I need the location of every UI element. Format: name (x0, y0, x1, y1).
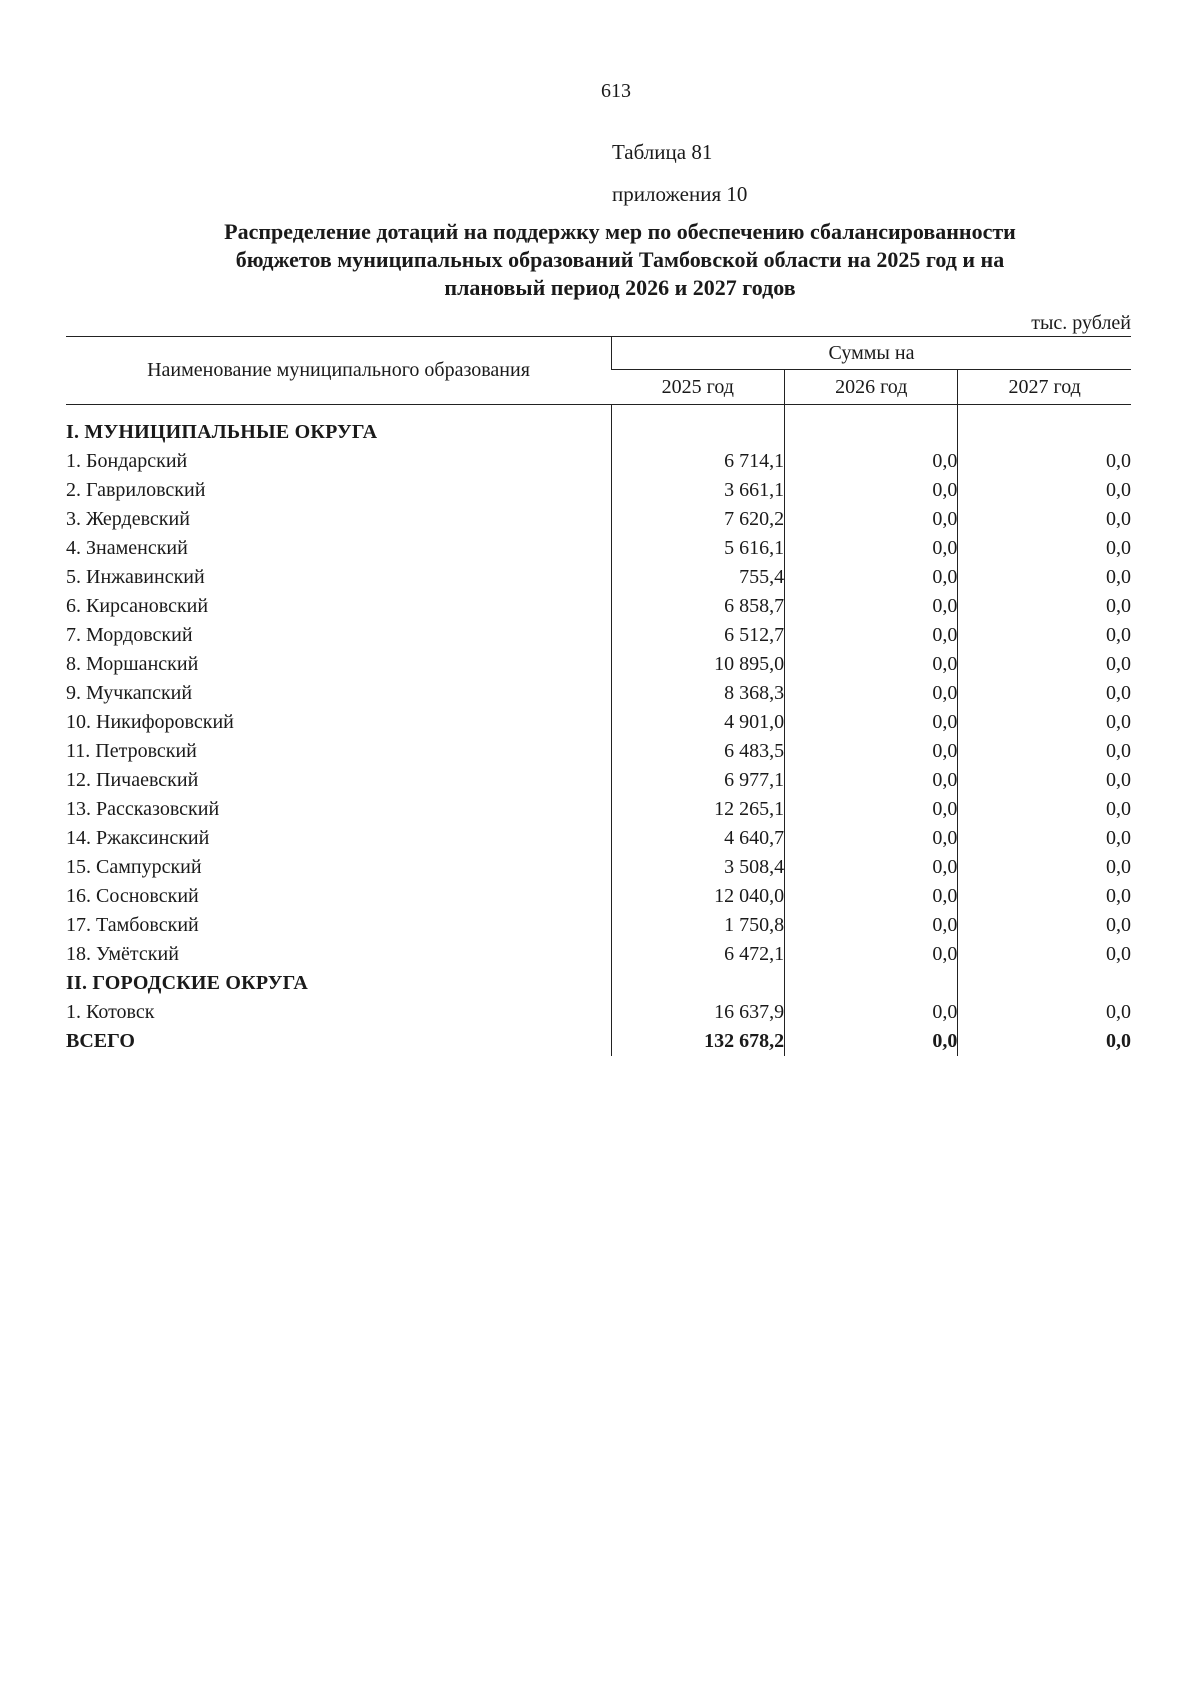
table-row (66, 824, 1131, 853)
value-2027-cell: 0,0 (958, 940, 1131, 969)
page-number: 613 (601, 80, 631, 102)
value-2026-cell: 0,0 (785, 505, 958, 534)
value-2025-cell: 12 040,0 (612, 882, 785, 911)
value-2027-cell: 0,0 (958, 447, 1131, 476)
value-2027-cell: 0,0 (958, 708, 1131, 737)
value-2025-cell: 16 637,9 (612, 998, 785, 1027)
table-row (66, 940, 1131, 969)
value-2025-cell (612, 418, 785, 447)
municipality-name-cell: 13. Рассказовский (66, 798, 220, 820)
value-2025-cell: 7 620,2 (612, 505, 785, 534)
table-row (66, 679, 1131, 708)
value-2026-cell: 0,0 (785, 621, 958, 650)
value-2027-cell: 0,0 (958, 650, 1131, 679)
header-row (66, 337, 1131, 370)
value-2026-cell: 0,0 (785, 476, 958, 505)
value-2026-cell: 0,0 (785, 592, 958, 621)
value-2025-cell: 6 714,1 (612, 447, 785, 476)
value-2026-cell: 0,0 (785, 795, 958, 824)
table-row (66, 737, 1131, 766)
column-group-header-sums: Суммы на (612, 337, 1132, 370)
spacer-cell (958, 405, 1131, 419)
value-2025-cell: 132 678,2 (612, 1027, 785, 1056)
table-row (66, 853, 1131, 882)
table-row (66, 911, 1131, 940)
table-row (66, 563, 1131, 592)
column-header-name: Наименование муниципального образования (66, 337, 612, 405)
value-2025-cell: 3 508,4 (612, 853, 785, 882)
value-2026-cell: 0,0 (785, 998, 958, 1027)
title-line: плановый период 2026 и 2027 годов (444, 275, 796, 300)
value-2027-cell: 0,0 (958, 766, 1131, 795)
table-body (66, 405, 1131, 1057)
value-2025-cell: 5 616,1 (612, 534, 785, 563)
value-2025-cell (612, 969, 785, 998)
municipality-name-cell: 15. Сампурский (66, 856, 202, 878)
value-2027-cell: 0,0 (958, 998, 1131, 1027)
value-2027-cell: 0,0 (958, 853, 1131, 882)
value-2026-cell (785, 969, 958, 998)
column-header-2025: 2025 год (612, 370, 785, 405)
value-2027-cell: 0,0 (958, 737, 1131, 766)
spacer-row (66, 405, 1131, 419)
section-row (66, 418, 1131, 447)
municipality-name-cell: 1. Бондарский (66, 450, 188, 472)
table-row (66, 795, 1131, 824)
value-2026-cell: 0,0 (785, 650, 958, 679)
value-2027-cell: 0,0 (958, 795, 1131, 824)
municipality-name-cell: 4. Знаменский (66, 537, 188, 559)
title-line: бюджетов муниципальных образований Тамбовской области на 2025 год и на (235, 247, 1005, 272)
total-row (66, 1027, 1131, 1056)
value-2027-cell: 0,0 (958, 824, 1131, 853)
value-2025-cell: 755,4 (612, 563, 785, 592)
table-row (66, 650, 1131, 679)
table-reference: Таблица 81 (612, 140, 713, 164)
value-2027-cell: 0,0 (958, 1027, 1131, 1056)
value-2026-cell: 0,0 (785, 737, 958, 766)
value-2026-cell (785, 418, 958, 447)
units-label: тыс. рублей (1031, 312, 1131, 334)
value-2025-cell: 6 858,7 (612, 592, 785, 621)
value-2026-cell: 0,0 (785, 1027, 958, 1056)
value-2027-cell: 0,0 (958, 476, 1131, 505)
spacer-cell (785, 405, 958, 419)
table-row (66, 998, 1131, 1027)
value-2027-cell (958, 969, 1131, 998)
value-2025-cell: 12 265,1 (612, 795, 785, 824)
value-2026-cell: 0,0 (785, 940, 958, 969)
value-2027-cell: 0,0 (958, 505, 1131, 534)
section-row (66, 969, 1131, 998)
value-2026-cell: 0,0 (785, 447, 958, 476)
municipality-name-cell: 12. Пичаевский (66, 769, 199, 791)
municipality-name-cell: 17. Тамбовский (66, 914, 199, 936)
municipality-name-cell: 2. Гавриловский (66, 479, 206, 501)
value-2026-cell: 0,0 (785, 766, 958, 795)
table-header (66, 337, 1131, 405)
value-2025-cell: 6 977,1 (612, 766, 785, 795)
municipality-name-cell: 6. Кирсановский (66, 595, 209, 617)
value-2026-cell: 0,0 (785, 708, 958, 737)
value-2025-cell: 1 750,8 (612, 911, 785, 940)
value-2027-cell: 0,0 (958, 563, 1131, 592)
municipality-name-cell: 14. Ржаксинский (66, 827, 210, 849)
table-row (66, 708, 1131, 737)
municipality-name-cell: 18. Умётский (66, 943, 179, 965)
value-2025-cell: 6 472,1 (612, 940, 785, 969)
value-2026-cell: 0,0 (785, 534, 958, 563)
document-title (140, 218, 1100, 302)
municipality-name-cell: 8. Моршанский (66, 653, 199, 675)
municipality-name-cell: 11. Петровский (66, 740, 197, 762)
value-2026-cell: 0,0 (785, 911, 958, 940)
table-row (66, 592, 1131, 621)
municipality-name-cell: 3. Жердевский (66, 508, 190, 530)
table-row (66, 766, 1131, 795)
value-2025-cell: 10 895,0 (612, 650, 785, 679)
municipality-name-cell: 10. Никифоровский (66, 711, 234, 733)
value-2027-cell: 0,0 (958, 621, 1131, 650)
title-line: Распределение дотаций на поддержку мер по обеспечению сбалансированности (224, 219, 1016, 244)
municipality-name-cell: ВСЕГО (66, 1030, 135, 1052)
municipality-name-cell: 9. Мучкапский (66, 682, 193, 704)
municipality-name-cell: 7. Мордовский (66, 624, 193, 646)
value-2026-cell: 0,0 (785, 853, 958, 882)
value-2025-cell: 6 512,7 (612, 621, 785, 650)
table-row (66, 505, 1131, 534)
column-header-2027: 2027 год (958, 370, 1131, 405)
value-2026-cell: 0,0 (785, 824, 958, 853)
municipality-name-cell: 5. Инжавинский (66, 566, 205, 588)
municipality-name-cell: I. МУНИЦИПАЛЬНЫЕ ОКРУГА (66, 421, 378, 443)
value-2026-cell: 0,0 (785, 563, 958, 592)
municipality-name-cell: II. ГОРОДСКИЕ ОКРУГА (66, 972, 309, 994)
value-2026-cell: 0,0 (785, 882, 958, 911)
subsidy-distribution-table (66, 336, 1131, 1056)
appendix-reference: приложения 10 (612, 182, 748, 206)
spacer-cell (66, 405, 612, 419)
value-2027-cell: 0,0 (958, 882, 1131, 911)
column-header-2026: 2026 год (785, 370, 958, 405)
value-2025-cell: 4 901,0 (612, 708, 785, 737)
value-2025-cell: 3 661,1 (612, 476, 785, 505)
value-2027-cell: 0,0 (958, 592, 1131, 621)
value-2027-cell (958, 418, 1131, 447)
municipality-name-cell: 16. Сосновский (66, 885, 199, 907)
table-row (66, 882, 1131, 911)
value-2027-cell: 0,0 (958, 911, 1131, 940)
value-2026-cell: 0,0 (785, 679, 958, 708)
table-row (66, 534, 1131, 563)
value-2027-cell: 0,0 (958, 534, 1131, 563)
table-row (66, 621, 1131, 650)
municipality-name-cell: 1. Котовск (66, 1001, 155, 1023)
value-2025-cell: 6 483,5 (612, 737, 785, 766)
table-row (66, 476, 1131, 505)
spacer-cell (612, 405, 785, 419)
value-2025-cell: 8 368,3 (612, 679, 785, 708)
value-2025-cell: 4 640,7 (612, 824, 785, 853)
table-row (66, 447, 1131, 476)
value-2027-cell: 0,0 (958, 679, 1131, 708)
